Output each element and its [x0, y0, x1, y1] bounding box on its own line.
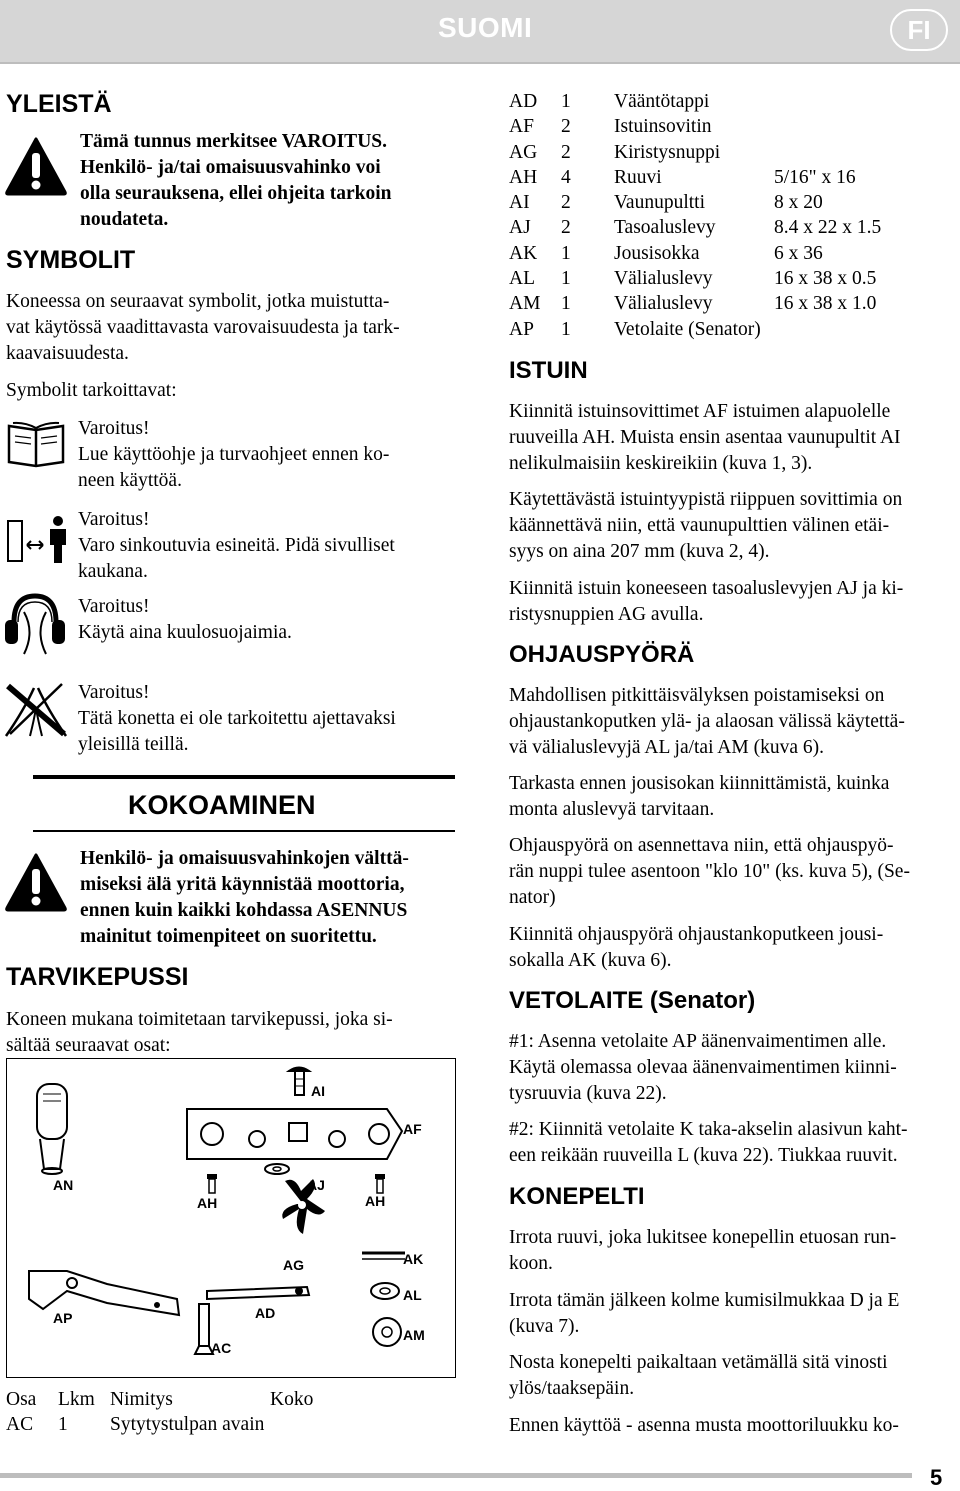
- part-qty: 2: [561, 116, 571, 138]
- table-row: [509, 114, 954, 139]
- warning-triangle-icon: [4, 136, 68, 196]
- part-code: AL: [509, 268, 535, 290]
- symbol-title: Varoitus!: [78, 596, 150, 617]
- symbol-line: yleisillä teillä.: [78, 734, 189, 755]
- symbol-title: Varoitus!: [78, 418, 150, 439]
- part-name: Kiristysnuppi: [614, 141, 721, 163]
- spacer-washer-part: [373, 1318, 401, 1346]
- table-row: [509, 165, 954, 190]
- table-row: [509, 291, 954, 316]
- screw-part: [207, 1174, 217, 1193]
- part-name: Istuinsovitin: [614, 116, 712, 138]
- text-line: ruuveilla AH. Muista ensin asentaa vaunupultit AI: [509, 427, 901, 448]
- text-line: Käytä olemassa olevaa äänenvaimentimen kiinni-: [509, 1057, 897, 1078]
- warning-line: ennen kuin kaikki kohdassa ASENNUS: [80, 900, 408, 921]
- ohjaus-p1: [509, 683, 959, 761]
- heading-yleista: YLEISTÄ: [6, 90, 112, 118]
- part-code: AM: [509, 293, 541, 315]
- symbol-line: Varo sinkoutuvia esineitä. Pidä sivulliset: [78, 535, 395, 556]
- symbol-line: neen käyttöä.: [78, 470, 182, 491]
- label-ag: AG: [283, 1257, 304, 1273]
- text-line: ristysnuppien AG avulla.: [509, 604, 704, 625]
- spring-pin-part: [362, 1253, 405, 1259]
- part-name: Jousisokka: [614, 242, 700, 264]
- text-line: vat käytössä vaadittavasta varovaisuudesta ja tark-: [6, 317, 400, 338]
- ohjaus-p2: [509, 771, 959, 823]
- table-row: [509, 317, 954, 342]
- part-code: AG: [509, 141, 538, 163]
- ear-protection-icon: [4, 592, 66, 658]
- accessory-bag-diagram: [6, 1058, 456, 1378]
- part-code: AC: [6, 1414, 34, 1436]
- symbol-thrown-text: [78, 507, 458, 585]
- part-code: AD: [509, 91, 538, 112]
- parts-table-right: [509, 89, 954, 342]
- table-row: [509, 241, 954, 266]
- label-ai: AI: [311, 1083, 325, 1099]
- table-row: [509, 266, 954, 291]
- label-am: AM: [403, 1327, 425, 1343]
- text-line: nator): [509, 887, 556, 908]
- part-code: AF: [509, 116, 534, 138]
- kokoaminen-warning: [80, 846, 460, 950]
- text-line: Mahdollisen pitkittäisvälyksen poistamiseksi on: [509, 685, 885, 706]
- part-size: 6 x 36: [774, 242, 823, 264]
- text-line: (kuva 7).: [509, 1316, 580, 1337]
- konepelti-p1: [509, 1225, 959, 1277]
- part-qty: 1: [58, 1414, 68, 1436]
- istuin-p3: [509, 576, 959, 628]
- manual-book-icon: [5, 420, 67, 468]
- text-line: kaavaisuudesta.: [6, 343, 129, 364]
- language-badge: [890, 9, 948, 51]
- part-qty: 2: [561, 217, 571, 239]
- vetolaite-p1: [509, 1029, 959, 1107]
- part-qty: 2: [561, 192, 571, 214]
- heading-kokoaminen: KOKOAMINEN: [128, 790, 316, 820]
- part-code: AI: [509, 192, 530, 214]
- heading-istuin: ISTUIN: [509, 357, 588, 384]
- section-rule-bottom: [33, 830, 455, 832]
- vetolaite-p2: [509, 1117, 959, 1169]
- text-line: käännettävä niin, että vaunupulttien välinen etäi-: [509, 515, 890, 536]
- label-ad: AD: [255, 1305, 276, 1321]
- text-line: een reikään ruuveilla L (kuva 22). Tiukkaa ruuvit.: [509, 1145, 898, 1166]
- text-line: Irrota ruuvi, joka lukitsee konepellin etuosan run-: [509, 1227, 897, 1248]
- part-size: 8.4 x 22 x 1.5: [774, 217, 882, 239]
- spark-plug-wrench-part: [37, 1084, 67, 1174]
- language-title: SUOMI: [438, 12, 533, 43]
- text-line: Kiinnitä istuinsovittimet AF istuimen alapuolelle: [509, 401, 891, 422]
- table-row: [509, 140, 954, 165]
- part-qty: 2: [561, 141, 571, 163]
- flat-washer-part: [265, 1164, 289, 1174]
- label-ac: AC: [211, 1340, 232, 1356]
- symbolit-text: [6, 289, 461, 367]
- no-road-driving-icon: [4, 680, 68, 740]
- text-line: monta aluslevyä tarvitaan.: [509, 799, 715, 820]
- heading-ohjauspyora: OHJAUSPYÖRÄ: [509, 641, 695, 668]
- label-ap: AP: [53, 1310, 73, 1326]
- part-name: Ruuvi: [614, 166, 662, 188]
- footer-bar: [0, 1473, 912, 1478]
- part-qty: 1: [561, 242, 571, 264]
- text-line: Kiinnitä istuin koneeseen tasoaluslevyjen AJ ja ki-: [509, 578, 904, 599]
- text-line: koon.: [509, 1253, 553, 1274]
- warning-line: Tämä tunnus merkitsee VAROITUS.: [80, 131, 387, 152]
- part-name: Välialuslevy: [614, 268, 713, 290]
- thrown-objects-icon: [5, 515, 69, 565]
- warning-line: Henkilö- ja omaisuusvahinkojen välttä-: [80, 848, 409, 869]
- konepelti-p4: [509, 1413, 959, 1439]
- text-line: Koneen mukana toimitetaan tarvikepussi, joka si-: [6, 1009, 393, 1030]
- istuin-p2: [509, 487, 959, 565]
- ohjaus-p4: [509, 922, 959, 974]
- text-line: #1: Asenna vetolaite AP äänenvaimentimen alle.: [509, 1031, 887, 1052]
- text-line: sältää seuraavat osat:: [6, 1035, 171, 1056]
- text-line: Irrota tämän jälkeen kolme kumisilmukkaa D ja E: [509, 1290, 900, 1311]
- text-line: sokalla AK (kuva 6).: [509, 950, 672, 971]
- label-ah: AH: [365, 1193, 386, 1209]
- text-line: Tarkasta ennen jousisokan kiinnittämistä, kuinka: [509, 773, 890, 794]
- parts-drawing: [7, 1059, 454, 1376]
- part-name: Vaunupultti: [614, 192, 705, 214]
- text-line: #2: Kiinnitä vetolaite K taka-akselin alasivun kaht-: [509, 1119, 908, 1140]
- part-code: AP: [509, 318, 534, 340]
- page-header: [0, 0, 960, 64]
- text-line: Kiinnitä ohjauspyörä ohjaustankoputkeen jousi-: [509, 924, 884, 945]
- part-size: 16 x 38 x 1.0: [774, 293, 877, 315]
- label-ah: AH: [197, 1195, 218, 1211]
- warning-line: noudateta.: [80, 209, 169, 230]
- text-line: Käytettävästä istuintyypistä riippuen sovittimia on: [509, 489, 903, 510]
- part-size: 16 x 38 x 0.5: [774, 268, 877, 290]
- label-af: AF: [403, 1121, 422, 1137]
- symbol-line: Käytä aina kuulosuojaimia.: [78, 622, 292, 643]
- torque-pin-part: [207, 1287, 309, 1299]
- col-koko: Koko: [270, 1389, 314, 1410]
- warning-line: olla seurauksena, ellei ohjeita tarkoin: [80, 183, 392, 204]
- part-qty: 1: [561, 91, 571, 112]
- symbol-line: Lue käyttöohje ja turvaohjeet ennen ko-: [78, 444, 390, 465]
- istuin-p1: [509, 399, 959, 477]
- symbol-line: kaukana.: [78, 561, 148, 582]
- part-code: AK: [509, 242, 538, 264]
- part-code: AJ: [509, 217, 531, 239]
- text-line: ylös/taaksepäin.: [509, 1378, 635, 1399]
- symbol-title: Varoitus!: [78, 682, 150, 703]
- heading-konepelti: KONEPELTI: [509, 1183, 645, 1210]
- warning-line: Henkilö- ja/tai omaisuusvahinko voi: [80, 157, 381, 178]
- warning-line: mainitut toimenpiteet on suoritettu.: [80, 926, 377, 947]
- text-line: Nosta konepelti paikaltaan vetämällä sitä vinosti: [509, 1352, 888, 1373]
- parts-table-left: [6, 1387, 461, 1438]
- heading-tarvikepussi: TARVIKEPUSSI: [6, 963, 189, 991]
- table-row: [509, 215, 954, 240]
- part-qty: 4: [561, 166, 571, 188]
- part-name: Tasoaluslevy: [614, 217, 716, 239]
- part-name: Vetolaite (Senator): [614, 318, 761, 340]
- text-line: rän nuppi tulee asentoon "klo 10" (ks. kuva 5), (Se-: [509, 861, 910, 882]
- label-al: AL: [403, 1287, 422, 1303]
- screw-part: [375, 1174, 385, 1193]
- heading-vetolaite: VETOLAITE (Senator): [509, 987, 756, 1014]
- spacer-washer-part: [371, 1283, 399, 1299]
- konepelti-p2: [509, 1288, 959, 1340]
- symbolit-meaning: Symbolit tarkoittavat:: [6, 380, 177, 401]
- heading-symbolit: SYMBOLIT: [6, 246, 136, 274]
- part-name: Vääntötappi: [614, 91, 710, 112]
- language-code: FI: [907, 15, 931, 45]
- label-aj: AJ: [307, 1177, 325, 1193]
- part-name: Sytytystulpan avain: [110, 1414, 265, 1436]
- warning-line: miseksi älä yritä käynnistää moottoria,: [80, 874, 405, 895]
- symbol-line: Tätä konetta ei ole tarkoitettu ajettavaksi: [78, 708, 396, 729]
- table-row: [509, 89, 954, 114]
- part-qty: 1: [561, 268, 571, 290]
- page-number: 5: [930, 1465, 943, 1490]
- text-line: tysruuvia (kuva 22).: [509, 1083, 667, 1104]
- col-nimitys: Nimitys: [110, 1389, 173, 1410]
- label-an: AN: [53, 1177, 74, 1193]
- table-row: [509, 190, 954, 215]
- col-lkm: Lkm: [58, 1389, 95, 1410]
- text-line: Ennen käyttöä - asenna musta moottoriluukku ko-: [509, 1415, 899, 1436]
- part-qty: 1: [561, 318, 571, 340]
- text-line: Ohjauspyörä on asennettava niin, että ohjauspyö-: [509, 835, 894, 856]
- text-line: Koneessa on seuraavat symbolit, jotka muistutta-: [6, 291, 390, 312]
- warning-triangle-icon: [4, 852, 68, 912]
- warning-text: [80, 129, 460, 233]
- text-line: ohjaustankoputken ylä- ja alaosan välissä käytettä-: [509, 711, 905, 732]
- label-ak: AK: [403, 1251, 424, 1267]
- symbol-manual-text: [78, 416, 458, 494]
- symbol-title: Varoitus!: [78, 509, 150, 530]
- part-size: 5/16" x 16: [774, 166, 856, 188]
- part-name: Välialuslevy: [614, 293, 713, 315]
- col-osa: Osa: [6, 1389, 37, 1410]
- konepelti-p3: [509, 1350, 959, 1402]
- text-line: nelikulmaisiin keskireikiin (kuva 1, 3).: [509, 453, 813, 474]
- seat-adapter-part: [187, 1109, 402, 1159]
- hitch-part: [29, 1271, 179, 1315]
- symbol-road-text: [78, 680, 458, 758]
- ohjaus-p3: [509, 833, 959, 911]
- carriage-bolt-part: [289, 1068, 309, 1096]
- tarvikepussi-text: [6, 1007, 461, 1059]
- part-qty: 1: [561, 293, 571, 315]
- part-size: 8 x 20: [774, 192, 823, 214]
- symbol-ear-text: [78, 594, 458, 646]
- section-rule-top: [33, 775, 455, 779]
- text-line: syys on aina 207 mm (kuva 2, 4).: [509, 541, 770, 562]
- part-code: AH: [509, 166, 538, 188]
- parts-table-header: [6, 1387, 461, 1412]
- table-row: [6, 1412, 461, 1437]
- text-line: vä välialuslevyjä AL ja/tai AM (kuva 6).: [509, 737, 824, 758]
